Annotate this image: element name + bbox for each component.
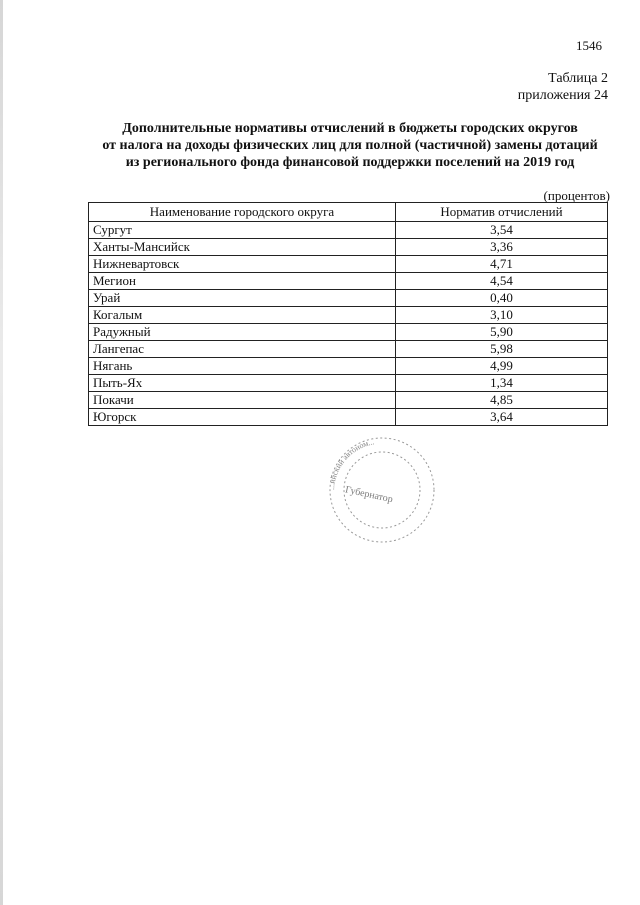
district-name: Югорск (89, 409, 396, 426)
title-line3: из регионального фонда финансовой поддержки поселений на 2019 год (125, 155, 575, 170)
table-row (89, 341, 608, 358)
table-row (89, 290, 608, 307)
norm-value: 1,34 (396, 375, 608, 392)
norm-value: 3,10 (396, 307, 608, 324)
district-name: Нягань (89, 358, 396, 375)
district-name: Нижневартовск (89, 256, 396, 273)
norm-value: 3,36 (396, 239, 608, 256)
table-row (89, 222, 608, 239)
district-name: Лангепас (89, 341, 396, 358)
seal-inner-text: Губернатор (344, 484, 394, 506)
table-row (89, 375, 608, 392)
table-row (89, 358, 608, 375)
table-ref-line2: приложения 24 (517, 88, 608, 103)
title-line1: Дополнительные нормативы отчислений в бюджеты городских округов (122, 121, 578, 136)
table-row (89, 409, 608, 426)
norm-value: 5,98 (396, 341, 608, 358)
scan-left-edge (0, 0, 3, 905)
norm-value: 3,64 (396, 409, 608, 426)
district-name: Мегион (89, 273, 396, 290)
norm-value: 5,90 (396, 324, 608, 341)
table-row (89, 324, 608, 341)
page-number: 1546 (576, 38, 602, 53)
norm-value: 0,40 (396, 290, 608, 307)
norm-value: 3,54 (396, 222, 608, 239)
district-name: Ханты-Мансийск (89, 239, 396, 256)
table-row (89, 307, 608, 324)
norm-value: 4,99 (396, 358, 608, 375)
table-header-row (89, 203, 608, 222)
table-ref-line1: Таблица 2 (548, 71, 608, 86)
district-name: Покачи (89, 392, 396, 409)
table-row (89, 392, 608, 409)
district-name: Пыть-Ях (89, 375, 396, 392)
header-district-name: Наименование городского округа (89, 203, 396, 222)
table-row (89, 239, 608, 256)
units-label: (процентов) (543, 188, 610, 203)
header-norm: Норматив отчислений (396, 203, 608, 222)
document-title (70, 120, 630, 171)
table-reference (518, 70, 608, 104)
title-line2: от налога на доходы физических лиц для полной (частичной) замены дотаций (102, 138, 598, 153)
district-name: Сургут (89, 222, 396, 239)
official-seal-stamp (316, 428, 446, 546)
district-name: Урай (89, 290, 396, 307)
district-name: Радужный (89, 324, 396, 341)
norm-value: 4,54 (396, 273, 608, 290)
norm-value: 4,71 (396, 256, 608, 273)
table-row (89, 256, 608, 273)
seal-outer-text: ...ийский автоном... (326, 437, 376, 491)
svg-text:...ийский автоном... (327, 437, 375, 490)
norm-value: 4,85 (396, 392, 608, 409)
district-name: Когалым (89, 307, 396, 324)
table-row (89, 273, 608, 290)
norms-table (88, 202, 608, 426)
